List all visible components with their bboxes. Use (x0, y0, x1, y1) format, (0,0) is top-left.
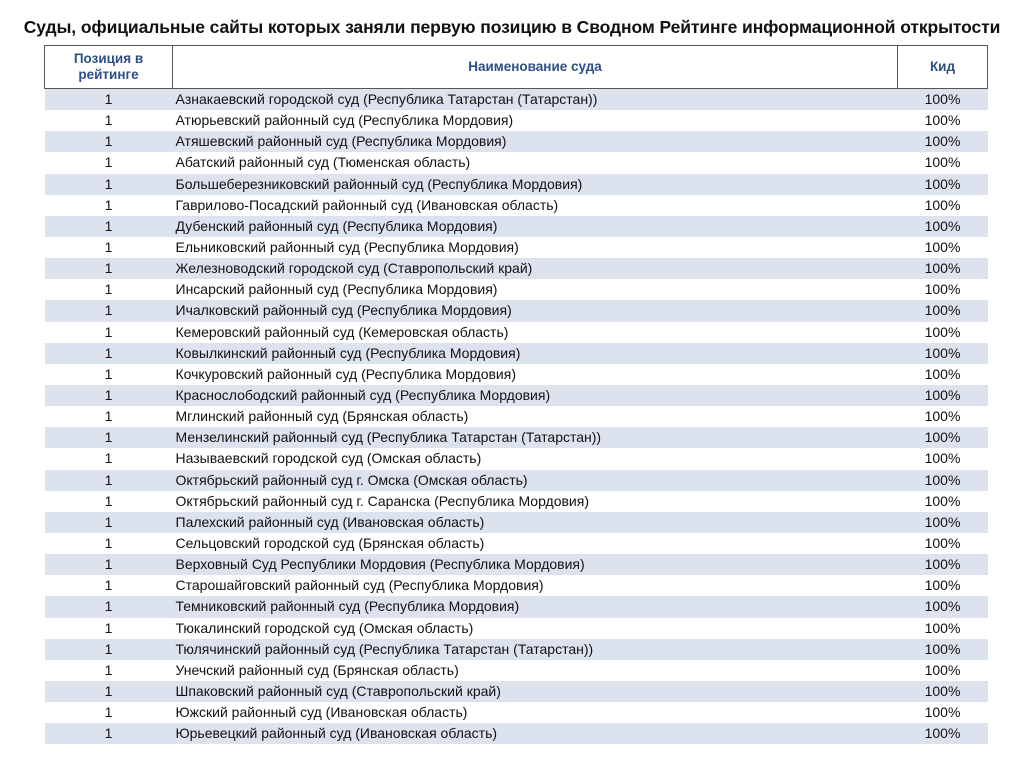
table-row (45, 618, 988, 639)
table-row (45, 702, 988, 723)
table-row (45, 427, 988, 448)
cell-court-name: Ковылкинский районный суд (Республика Мордовия) (173, 343, 898, 364)
cell-court-name: Кочкуровский районный суд (Республика Мордовия) (173, 364, 898, 385)
table-row (45, 258, 988, 279)
table-row (45, 174, 988, 195)
cell-kid: 100% (898, 300, 988, 321)
cell-kid: 100% (898, 533, 988, 554)
cell-position: 1 (45, 300, 173, 321)
cell-court-name: Атяшевский районный суд (Республика Мордовия) (173, 131, 898, 152)
cell-position: 1 (45, 258, 173, 279)
page-title: Суды, официальные сайты которых заняли первую позицию в Сводном Рейтинге информационной открытости (23, 17, 1001, 37)
cell-kid: 100% (898, 512, 988, 533)
header-position: Позиция в рейтинге (45, 46, 173, 89)
header-kid: Кид (898, 46, 988, 89)
table-row (45, 385, 988, 406)
cell-position: 1 (45, 491, 173, 512)
cell-position: 1 (45, 470, 173, 491)
table-row (45, 470, 988, 491)
cell-court-name: Октябрьский районный суд г. Саранска (Республика Мордовия) (173, 491, 898, 512)
cell-position: 1 (45, 89, 173, 111)
table-row (45, 448, 988, 469)
cell-court-name: Мензелинский районный суд (Республика Татарстан (Татарстан)) (173, 427, 898, 448)
table-row (45, 195, 988, 216)
cell-kid: 100% (898, 723, 988, 744)
cell-court-name: Кемеровский районный суд (Кемеровская область) (173, 322, 898, 343)
cell-kid: 100% (898, 216, 988, 237)
table-row (45, 237, 988, 258)
table-row (45, 89, 988, 111)
table-row (45, 110, 988, 131)
cell-kid: 100% (898, 89, 988, 111)
cell-kid: 100% (898, 596, 988, 617)
table-row (45, 152, 988, 173)
table-row (45, 660, 988, 681)
cell-court-name: Юрьевецкий районный суд (Ивановская область) (173, 723, 898, 744)
table-row (45, 131, 988, 152)
cell-court-name: Тюлячинский районный суд (Республика Татарстан (Татарстан)) (173, 639, 898, 660)
table-row (45, 279, 988, 300)
cell-kid: 100% (898, 470, 988, 491)
cell-position: 1 (45, 702, 173, 723)
cell-position: 1 (45, 575, 173, 596)
cell-kid: 100% (898, 448, 988, 469)
cell-position: 1 (45, 385, 173, 406)
cell-kid: 100% (898, 639, 988, 660)
cell-kid: 100% (898, 406, 988, 427)
table-row (45, 300, 988, 321)
cell-kid: 100% (898, 575, 988, 596)
table-row (45, 533, 988, 554)
cell-court-name: Темниковский районный суд (Республика Мордовия) (173, 596, 898, 617)
cell-court-name: Инсарский районный суд (Республика Мордовия) (173, 279, 898, 300)
cell-court-name: Краснослободский районный суд (Республика Мордовия) (173, 385, 898, 406)
header-name: Наименование суда (173, 46, 898, 89)
cell-position: 1 (45, 618, 173, 639)
cell-position: 1 (45, 723, 173, 744)
cell-court-name: Мглинский районный суд (Брянская область) (173, 406, 898, 427)
cell-kid: 100% (898, 702, 988, 723)
cell-court-name: Азнакаевский городской суд (Республика Татарстан (Татарстан)) (173, 89, 898, 111)
cell-position: 1 (45, 131, 173, 152)
cell-kid: 100% (898, 681, 988, 702)
cell-kid: 100% (898, 131, 988, 152)
cell-kid: 100% (898, 491, 988, 512)
cell-position: 1 (45, 110, 173, 131)
cell-kid: 100% (898, 343, 988, 364)
cell-position: 1 (45, 216, 173, 237)
cell-kid: 100% (898, 618, 988, 639)
cell-kid: 100% (898, 322, 988, 343)
table-row (45, 596, 988, 617)
courts-table (44, 45, 988, 744)
table-row (45, 343, 988, 364)
cell-court-name: Атюрьевский районный суд (Республика Мордовия) (173, 110, 898, 131)
cell-court-name: Старошайговский районный суд (Республика Мордовия) (173, 575, 898, 596)
cell-position: 1 (45, 639, 173, 660)
cell-kid: 100% (898, 237, 988, 258)
table-header-row (45, 46, 988, 89)
cell-kid: 100% (898, 554, 988, 575)
cell-position: 1 (45, 660, 173, 681)
cell-position: 1 (45, 533, 173, 554)
cell-position: 1 (45, 174, 173, 195)
cell-court-name: Гаврилово-Посадский районный суд (Ивановская область) (173, 195, 898, 216)
table-row (45, 723, 988, 744)
table-row (45, 639, 988, 660)
table-row (45, 364, 988, 385)
cell-position: 1 (45, 364, 173, 385)
cell-court-name: Называевский городской суд (Омская область) (173, 448, 898, 469)
cell-court-name: Южский районный суд (Ивановская область) (173, 702, 898, 723)
cell-position: 1 (45, 448, 173, 469)
cell-court-name: Железноводский городской суд (Ставропольский край) (173, 258, 898, 279)
cell-position: 1 (45, 406, 173, 427)
cell-court-name: Дубенский районный суд (Республика Мордовия) (173, 216, 898, 237)
cell-position: 1 (45, 195, 173, 216)
cell-kid: 100% (898, 174, 988, 195)
cell-court-name: Большеберезниковский районный суд (Республика Мордовия) (173, 174, 898, 195)
cell-court-name: Шпаковский районный суд (Ставропольский край) (173, 681, 898, 702)
table-row (45, 216, 988, 237)
cell-kid: 100% (898, 110, 988, 131)
cell-position: 1 (45, 681, 173, 702)
cell-kid: 100% (898, 195, 988, 216)
cell-kid: 100% (898, 152, 988, 173)
table-row (45, 512, 988, 533)
cell-court-name: Абатский районный суд (Тюменская область) (173, 152, 898, 173)
table-row (45, 575, 988, 596)
cell-court-name: Верховный Суд Республики Мордовия (Республика Мордовия) (173, 554, 898, 575)
cell-position: 1 (45, 237, 173, 258)
table-row (45, 406, 988, 427)
cell-court-name: Сельцовский городской суд (Брянская область) (173, 533, 898, 554)
cell-court-name: Ичалковский районный суд (Республика Мордовия) (173, 300, 898, 321)
cell-court-name: Ельниковский районный суд (Республика Мордовия) (173, 237, 898, 258)
cell-court-name: Октябрьский районный суд г. Омска (Омская область) (173, 470, 898, 491)
table-row (45, 322, 988, 343)
cell-position: 1 (45, 596, 173, 617)
table-row (45, 681, 988, 702)
cell-position: 1 (45, 152, 173, 173)
cell-kid: 100% (898, 427, 988, 448)
cell-position: 1 (45, 322, 173, 343)
cell-position: 1 (45, 554, 173, 575)
cell-kid: 100% (898, 279, 988, 300)
cell-court-name: Тюкалинский городской суд (Омская область) (173, 618, 898, 639)
cell-kid: 100% (898, 660, 988, 681)
table-row (45, 554, 988, 575)
cell-position: 1 (45, 343, 173, 364)
cell-court-name: Палехский районный суд (Ивановская область) (173, 512, 898, 533)
table-body (45, 89, 988, 745)
cell-court-name: Унечский районный суд (Брянская область) (173, 660, 898, 681)
cell-position: 1 (45, 279, 173, 300)
cell-kid: 100% (898, 258, 988, 279)
cell-position: 1 (45, 427, 173, 448)
cell-position: 1 (45, 512, 173, 533)
cell-kid: 100% (898, 364, 988, 385)
table-row (45, 491, 988, 512)
cell-kid: 100% (898, 385, 988, 406)
